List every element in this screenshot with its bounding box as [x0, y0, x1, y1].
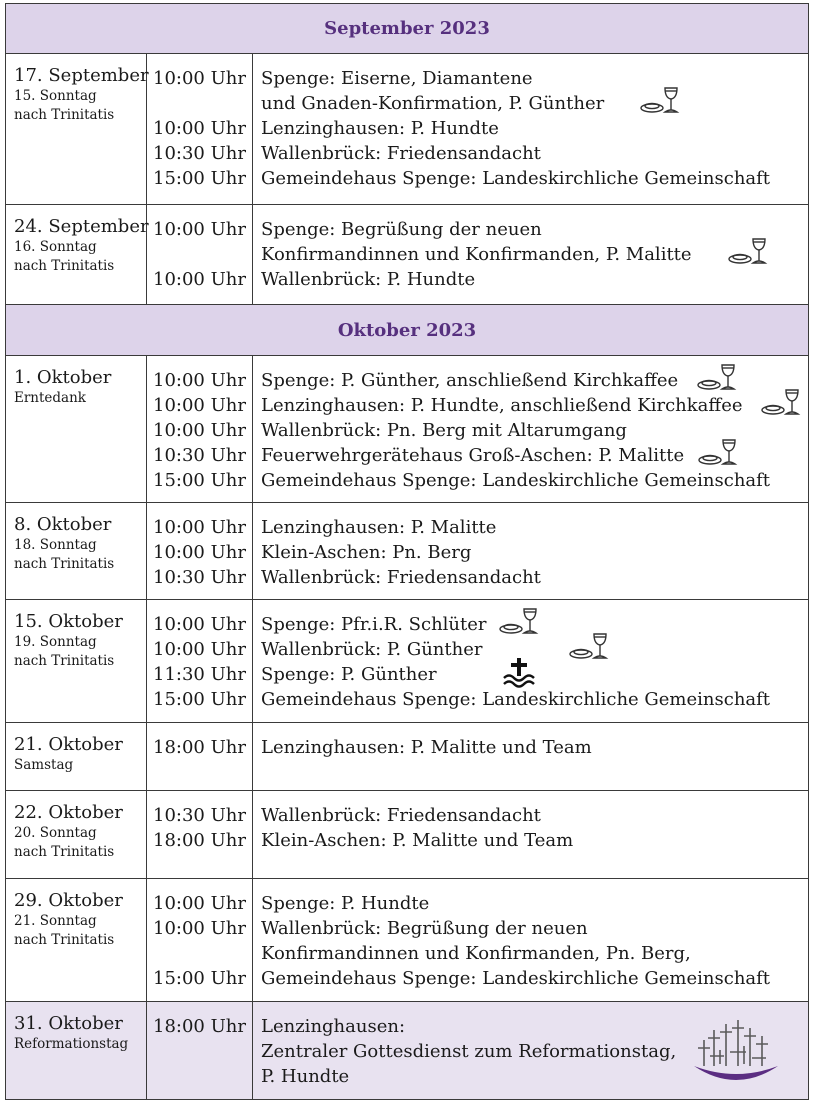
event-row	[6, 600, 809, 723]
event-text: Konfirmandinnen und Konfirmanden, P. Malitte	[261, 244, 692, 265]
event-text: Klein-Aschen: Pn. Berg	[261, 542, 472, 563]
event-time: 10:00 Uhr	[153, 893, 246, 914]
event-cell	[253, 503, 809, 600]
event-text: Wallenbrück: Friedensandacht	[261, 805, 541, 826]
event-text: Wallenbrück: Pn. Berg mit Altarumgang	[261, 420, 627, 441]
event-subtitle: 21. Sonntag	[14, 913, 97, 929]
month-header-row	[6, 305, 809, 356]
event-date: 21. Oktober	[14, 734, 123, 755]
event-time: 15:00 Uhr	[153, 470, 246, 491]
event-time: 10:00 Uhr	[153, 542, 246, 563]
event-cell	[253, 205, 809, 305]
time-cell	[147, 1002, 253, 1100]
event-text: Spenge: Pfr.i.R. Schlüter	[261, 614, 487, 635]
event-text: Lenzinghausen: P. Hundte, anschließend Kirchkaffee	[261, 395, 743, 416]
event-text: Wallenbrück: Friedensandacht	[261, 143, 541, 164]
event-text: Konfirmandinnen und Konfirmanden, Pn. Berg,	[261, 943, 691, 964]
communion-icon	[567, 631, 611, 663]
date-cell	[6, 791, 147, 879]
event-text-line	[261, 368, 808, 393]
event-subtitle: 20. Sonntag	[14, 825, 97, 841]
time-cell	[147, 205, 253, 305]
event-time: 10:30 Uhr	[153, 143, 246, 164]
event-text: und Gnaden-Konfirmation, P. Günther	[261, 93, 605, 114]
event-text: Spenge: P. Hundte	[261, 893, 430, 914]
date-cell	[6, 879, 147, 1002]
event-date: 24. September	[14, 216, 149, 237]
event-subtitle: nach Trinitatis	[14, 653, 115, 669]
event-time: 10:30 Uhr	[153, 805, 246, 826]
time-cell	[147, 879, 253, 1002]
event-text-line	[261, 242, 808, 267]
event-time: 10:00 Uhr	[153, 420, 246, 441]
event-subtitle: 18. Sonntag	[14, 537, 97, 553]
event-row	[6, 723, 809, 791]
event-text: Lenzinghausen: P. Hundte	[261, 118, 499, 139]
event-row	[6, 1002, 809, 1100]
event-row	[6, 205, 809, 305]
event-time: 11:30 Uhr	[153, 664, 246, 685]
event-time: 10:00 Uhr	[153, 219, 246, 240]
event-text: Lenzinghausen:	[261, 1016, 406, 1037]
event-text: Spenge: P. Günther	[261, 664, 437, 685]
event-date: 31. Oktober	[14, 1013, 123, 1034]
event-subtitle: Erntedank	[14, 390, 86, 406]
event-subtitle: 19. Sonntag	[14, 634, 97, 650]
event-time: 10:00 Uhr	[153, 517, 246, 538]
event-date: 17. September	[14, 65, 149, 86]
event-text: Klein-Aschen: P. Malitte und Team	[261, 830, 574, 851]
event-time: 10:00 Uhr	[153, 118, 246, 139]
event-text-line	[261, 91, 808, 116]
event-date: 29. Oktober	[14, 890, 123, 911]
event-time: 10:30 Uhr	[153, 445, 246, 466]
event-time: 10:00 Uhr	[153, 269, 246, 290]
event-text-line	[261, 393, 808, 418]
date-cell	[6, 205, 147, 305]
communion-icon	[759, 387, 803, 419]
communion-icon	[726, 236, 770, 268]
event-text: Spenge: Eiserne, Diamantene	[261, 68, 533, 89]
event-subtitle: nach Trinitatis	[14, 107, 115, 123]
event-time: 10:30 Uhr	[153, 567, 246, 588]
event-text: Wallenbrück: P. Hundte	[261, 269, 476, 290]
event-time: 10:00 Uhr	[153, 918, 246, 939]
reformation-logo-icon	[690, 1010, 782, 1088]
date-cell	[6, 503, 147, 600]
event-row	[6, 791, 809, 879]
time-cell	[147, 723, 253, 791]
event-time: 10:00 Uhr	[153, 614, 246, 635]
event-time	[153, 242, 252, 267]
event-time: 10:00 Uhr	[153, 395, 246, 416]
schedule-table	[5, 3, 809, 1100]
month-header: September 2023	[6, 4, 809, 54]
communion-icon	[497, 606, 541, 638]
event-text: Gemeindehaus Spenge: Landeskirchliche Gemeinschaft	[261, 689, 771, 710]
event-time	[153, 941, 252, 966]
event-cell	[253, 723, 809, 791]
event-subtitle: nach Trinitatis	[14, 556, 115, 572]
event-cell	[253, 600, 809, 723]
communion-icon	[696, 437, 740, 469]
event-cell	[253, 1002, 809, 1100]
event-text: Gemeindehaus Spenge: Landeskirchliche Gemeinschaft	[261, 168, 771, 189]
date-cell	[6, 356, 147, 503]
event-text: Gemeindehaus Spenge: Landeskirchliche Gemeinschaft	[261, 470, 771, 491]
date-cell	[6, 1002, 147, 1100]
time-cell	[147, 600, 253, 723]
event-time	[153, 1039, 252, 1064]
event-cell	[253, 356, 809, 503]
month-header: Oktober 2023	[6, 305, 809, 356]
event-text: P. Hundte	[261, 1066, 350, 1087]
event-subtitle: nach Trinitatis	[14, 932, 115, 948]
event-time: 15:00 Uhr	[153, 168, 246, 189]
event-subtitle: 16. Sonntag	[14, 239, 97, 255]
event-text: Wallenbrück: P. Günther	[261, 639, 483, 660]
communion-icon	[695, 362, 739, 394]
event-date: 8. Oktober	[14, 514, 112, 535]
event-row	[6, 503, 809, 600]
event-time: 15:00 Uhr	[153, 968, 246, 989]
event-row	[6, 879, 809, 1002]
event-date: 15. Oktober	[14, 611, 123, 632]
time-cell	[147, 54, 253, 205]
event-text: Gemeindehaus Spenge: Landeskirchliche Gemeinschaft	[261, 968, 771, 989]
event-text-line	[261, 443, 808, 468]
event-time: 10:00 Uhr	[153, 370, 246, 391]
date-cell	[6, 54, 147, 205]
event-text: Feuerwehrgerätehaus Groß-Aschen: P. Malitte	[261, 445, 685, 466]
event-subtitle: Reformationstag	[14, 1036, 129, 1052]
event-text: Wallenbrück: Begrüßung der neuen	[261, 918, 588, 939]
event-text: Wallenbrück: Friedensandacht	[261, 567, 541, 588]
event-time: 10:00 Uhr	[153, 68, 246, 89]
event-text-line	[261, 662, 808, 687]
event-subtitle: nach Trinitatis	[14, 844, 115, 860]
date-cell	[6, 723, 147, 791]
event-date: 1. Oktober	[14, 367, 112, 388]
event-text-line	[261, 612, 808, 637]
event-cell	[253, 791, 809, 879]
event-subtitle: 15. Sonntag	[14, 88, 97, 104]
event-row	[6, 54, 809, 205]
event-time: 18:00 Uhr	[153, 737, 246, 758]
event-cell	[253, 879, 809, 1002]
event-text: Lenzinghausen: P. Malitte	[261, 517, 497, 538]
event-time	[153, 91, 252, 116]
event-cell	[253, 54, 809, 205]
event-text: Spenge: P. Günther, anschließend Kirchkaffee	[261, 370, 679, 391]
event-time: 18:00 Uhr	[153, 830, 246, 851]
event-time: 10:00 Uhr	[153, 639, 246, 660]
time-cell	[147, 356, 253, 503]
communion-icon	[638, 85, 682, 117]
event-subtitle: nach Trinitatis	[14, 258, 115, 274]
date-cell	[6, 600, 147, 723]
event-subtitle: Samstag	[14, 757, 74, 773]
time-cell	[147, 791, 253, 879]
event-text: Spenge: Begrüßung der neuen	[261, 219, 542, 240]
event-time	[153, 1064, 252, 1089]
month-header-row	[6, 4, 809, 54]
event-time: 18:00 Uhr	[153, 1016, 246, 1037]
event-time: 15:00 Uhr	[153, 689, 246, 710]
time-cell	[147, 503, 253, 600]
baptism-icon	[501, 656, 537, 688]
event-text: Lenzinghausen: P. Malitte und Team	[261, 737, 592, 758]
event-row	[6, 356, 809, 503]
event-text: Zentraler Gottesdienst zum Reformationstag,	[261, 1041, 677, 1062]
event-date: 22. Oktober	[14, 802, 123, 823]
